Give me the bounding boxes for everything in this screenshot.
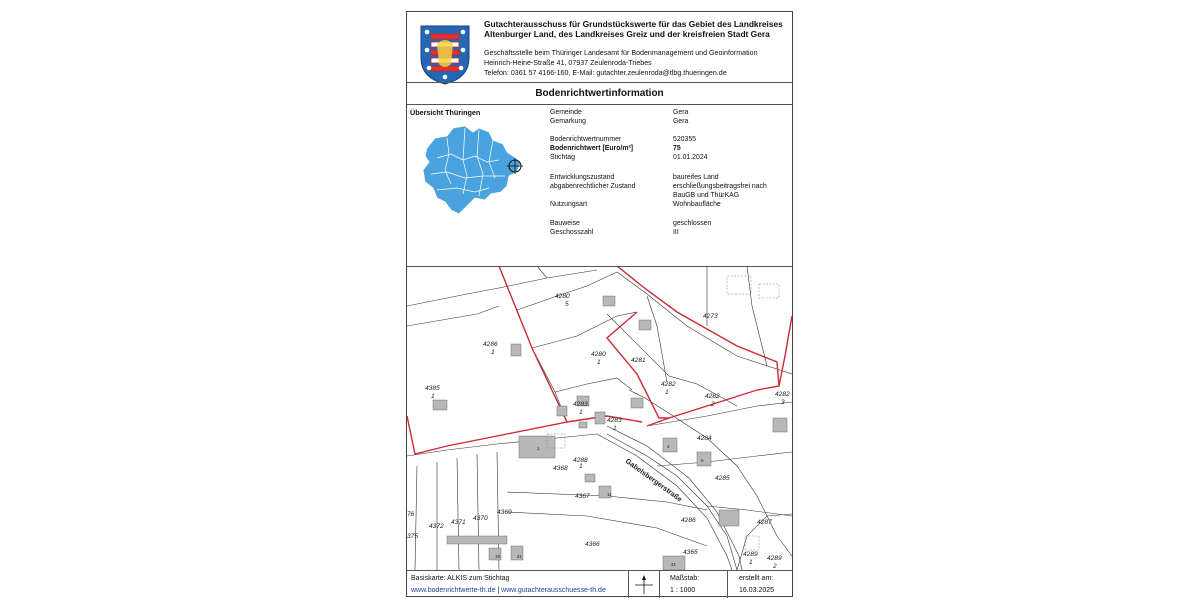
- plot-number: 4283: [607, 417, 622, 424]
- plot-number: 4372: [429, 523, 444, 530]
- footer-created-label: erstellt am:: [739, 575, 774, 582]
- plot-number: 4285: [715, 475, 730, 482]
- plot-number: 2: [773, 563, 777, 570]
- cadastral-map: [407, 266, 792, 570]
- house-number: 21: [517, 554, 523, 559]
- plot-number: 4282: [775, 391, 790, 398]
- label-bodenrichtwert: Bodenrichtwert [Euro/m²]: [550, 145, 634, 152]
- plot-number: 4280: [555, 293, 570, 300]
- plot-number: 1: [579, 463, 583, 470]
- plot-number: 1: [491, 349, 495, 356]
- label-nutzungsart: Nutzungsart: [550, 201, 588, 208]
- plot-number: 4287: [757, 519, 772, 526]
- plot-number: 2: [711, 401, 715, 408]
- north-arrow-icon: [633, 574, 655, 596]
- plot-number: 4367: [575, 493, 590, 500]
- plot-number: 76: [407, 511, 415, 518]
- label-geschosszahl: Geschosszahl: [550, 229, 594, 236]
- house-number: 4: [667, 444, 670, 449]
- plot-number: 4369: [497, 509, 512, 516]
- value-nutzungsart: Wohnbaufläche: [673, 201, 721, 208]
- footer-separator: |: [497, 587, 500, 594]
- plot-number: 1: [665, 389, 669, 396]
- header-address: Heinrich-Heine-Straße 41, 07937 Zeulenroda-Triebes: [484, 59, 652, 67]
- document-sheet: [406, 11, 793, 597]
- plot-number: 1: [613, 425, 617, 432]
- value-stichtag: 01.01.2024: [673, 154, 708, 161]
- label-gemeinde: Gemeinde: [550, 109, 582, 116]
- plot-number: 1: [579, 409, 583, 416]
- plot-number: 4366: [585, 541, 600, 548]
- header-title-line-1: Gutachterausschuss für Grundstückswerte für das Gebiet des Landkreises: [484, 19, 783, 29]
- plot-number: 4273: [703, 313, 718, 320]
- plot-number: 4284: [697, 435, 712, 442]
- divider: [628, 571, 629, 598]
- footer-created-value: 16.03.2025: [739, 587, 775, 594]
- plot-number: 1: [431, 393, 435, 400]
- street-name: Gabelsbergerstraße: [623, 456, 685, 504]
- overview-title: Übersicht Thüringen: [410, 108, 481, 117]
- plot-number: 4371: [451, 519, 466, 526]
- house-number: 1: [537, 446, 540, 451]
- divider: [407, 570, 792, 571]
- label-entwicklungszustand: Entwicklungszustand: [550, 174, 615, 181]
- house-number: 31: [671, 562, 677, 567]
- plot-number: 4280: [591, 351, 606, 358]
- footer-link-gutachterausschuesse[interactable]: www.gutachterausschuesse-th.de: [501, 587, 606, 594]
- divider: [407, 82, 792, 83]
- header-title-line-2: Altenburger Land, des Landkreises Greiz und der kreisfreien Stadt Gera: [484, 29, 770, 39]
- value-abgaben-line-2: BauGB und ThürKAG: [673, 192, 740, 199]
- divider: [407, 104, 792, 105]
- plot-number: 4286: [483, 341, 498, 348]
- label-bodenrichtwertnummer: Bodenrichtwertnummer: [550, 136, 622, 143]
- label-abgabenrechtlicher-zustand: abgabenrechtlicher Zustand: [550, 183, 636, 190]
- value-entwicklungszustand: baureifes Land: [673, 174, 719, 181]
- plot-number: 4283: [573, 401, 588, 408]
- divider: [727, 571, 728, 598]
- plot-number: 4282: [705, 393, 720, 400]
- footer-scale-label: Maßstab:: [670, 575, 700, 582]
- divider: [659, 571, 660, 598]
- value-bauweise: geschlossen: [673, 220, 712, 227]
- plot-number: 5: [565, 301, 569, 308]
- plot-number: 375: [407, 533, 419, 540]
- value-geschosszahl: III: [673, 229, 679, 236]
- plot-number: 4289: [743, 551, 758, 558]
- plot-number: 4288: [573, 457, 588, 464]
- footer-scale-value: 1 : 1000: [670, 587, 696, 594]
- plot-number: 4286: [681, 517, 696, 524]
- thuringia-overview-map: [417, 118, 529, 218]
- thuringia-coat-of-arms-icon: [419, 24, 471, 86]
- plot-number: 4370: [473, 515, 488, 522]
- house-number: 19: [495, 554, 501, 559]
- plot-number: 1: [749, 559, 753, 566]
- header-office: Geschäftsstelle beim Thüringer Landesamt für Bodenmanagement und Geoinformation: [484, 49, 758, 57]
- document-title: Bodenrichtwertinformation: [535, 88, 664, 99]
- plot-number: 4385: [425, 385, 440, 392]
- footer-link-bodenrichtwerte[interactable]: www.bodenrichtwerte-th.de: [411, 587, 496, 594]
- plot-number: 3: [781, 399, 785, 406]
- value-bodenrichtwert: 75: [673, 145, 681, 152]
- plot-number: 4282: [661, 381, 676, 388]
- value-gemarkung: Gera: [673, 118, 689, 125]
- footer-basemap: Basiskarte: ALKIS zum Stichtag: [411, 575, 510, 582]
- plot-number: 1: [597, 359, 601, 366]
- plot-number: 4368: [553, 465, 568, 472]
- label-bauweise: Bauweise: [550, 220, 580, 227]
- value-gemeinde: Gera: [673, 109, 689, 116]
- label-gemarkung: Gemarkung: [550, 118, 587, 125]
- header-contact: Telefon: 0361 57 4166-160, E-Mail: gutachter.zeulenroda@tlbg.thueringen.de: [484, 69, 727, 77]
- label-stichtag: Stichtag: [550, 154, 575, 161]
- plot-number: 4281: [631, 357, 646, 364]
- house-number: 6: [701, 458, 704, 463]
- house-number: 11: [607, 492, 612, 497]
- value-abgaben-line-1: erschließungsbeitragsfrei nach: [673, 183, 767, 190]
- plot-number: 4365: [683, 549, 698, 556]
- plot-number: 4289: [767, 555, 782, 562]
- value-bodenrichtwertnummer: 520355: [673, 136, 696, 143]
